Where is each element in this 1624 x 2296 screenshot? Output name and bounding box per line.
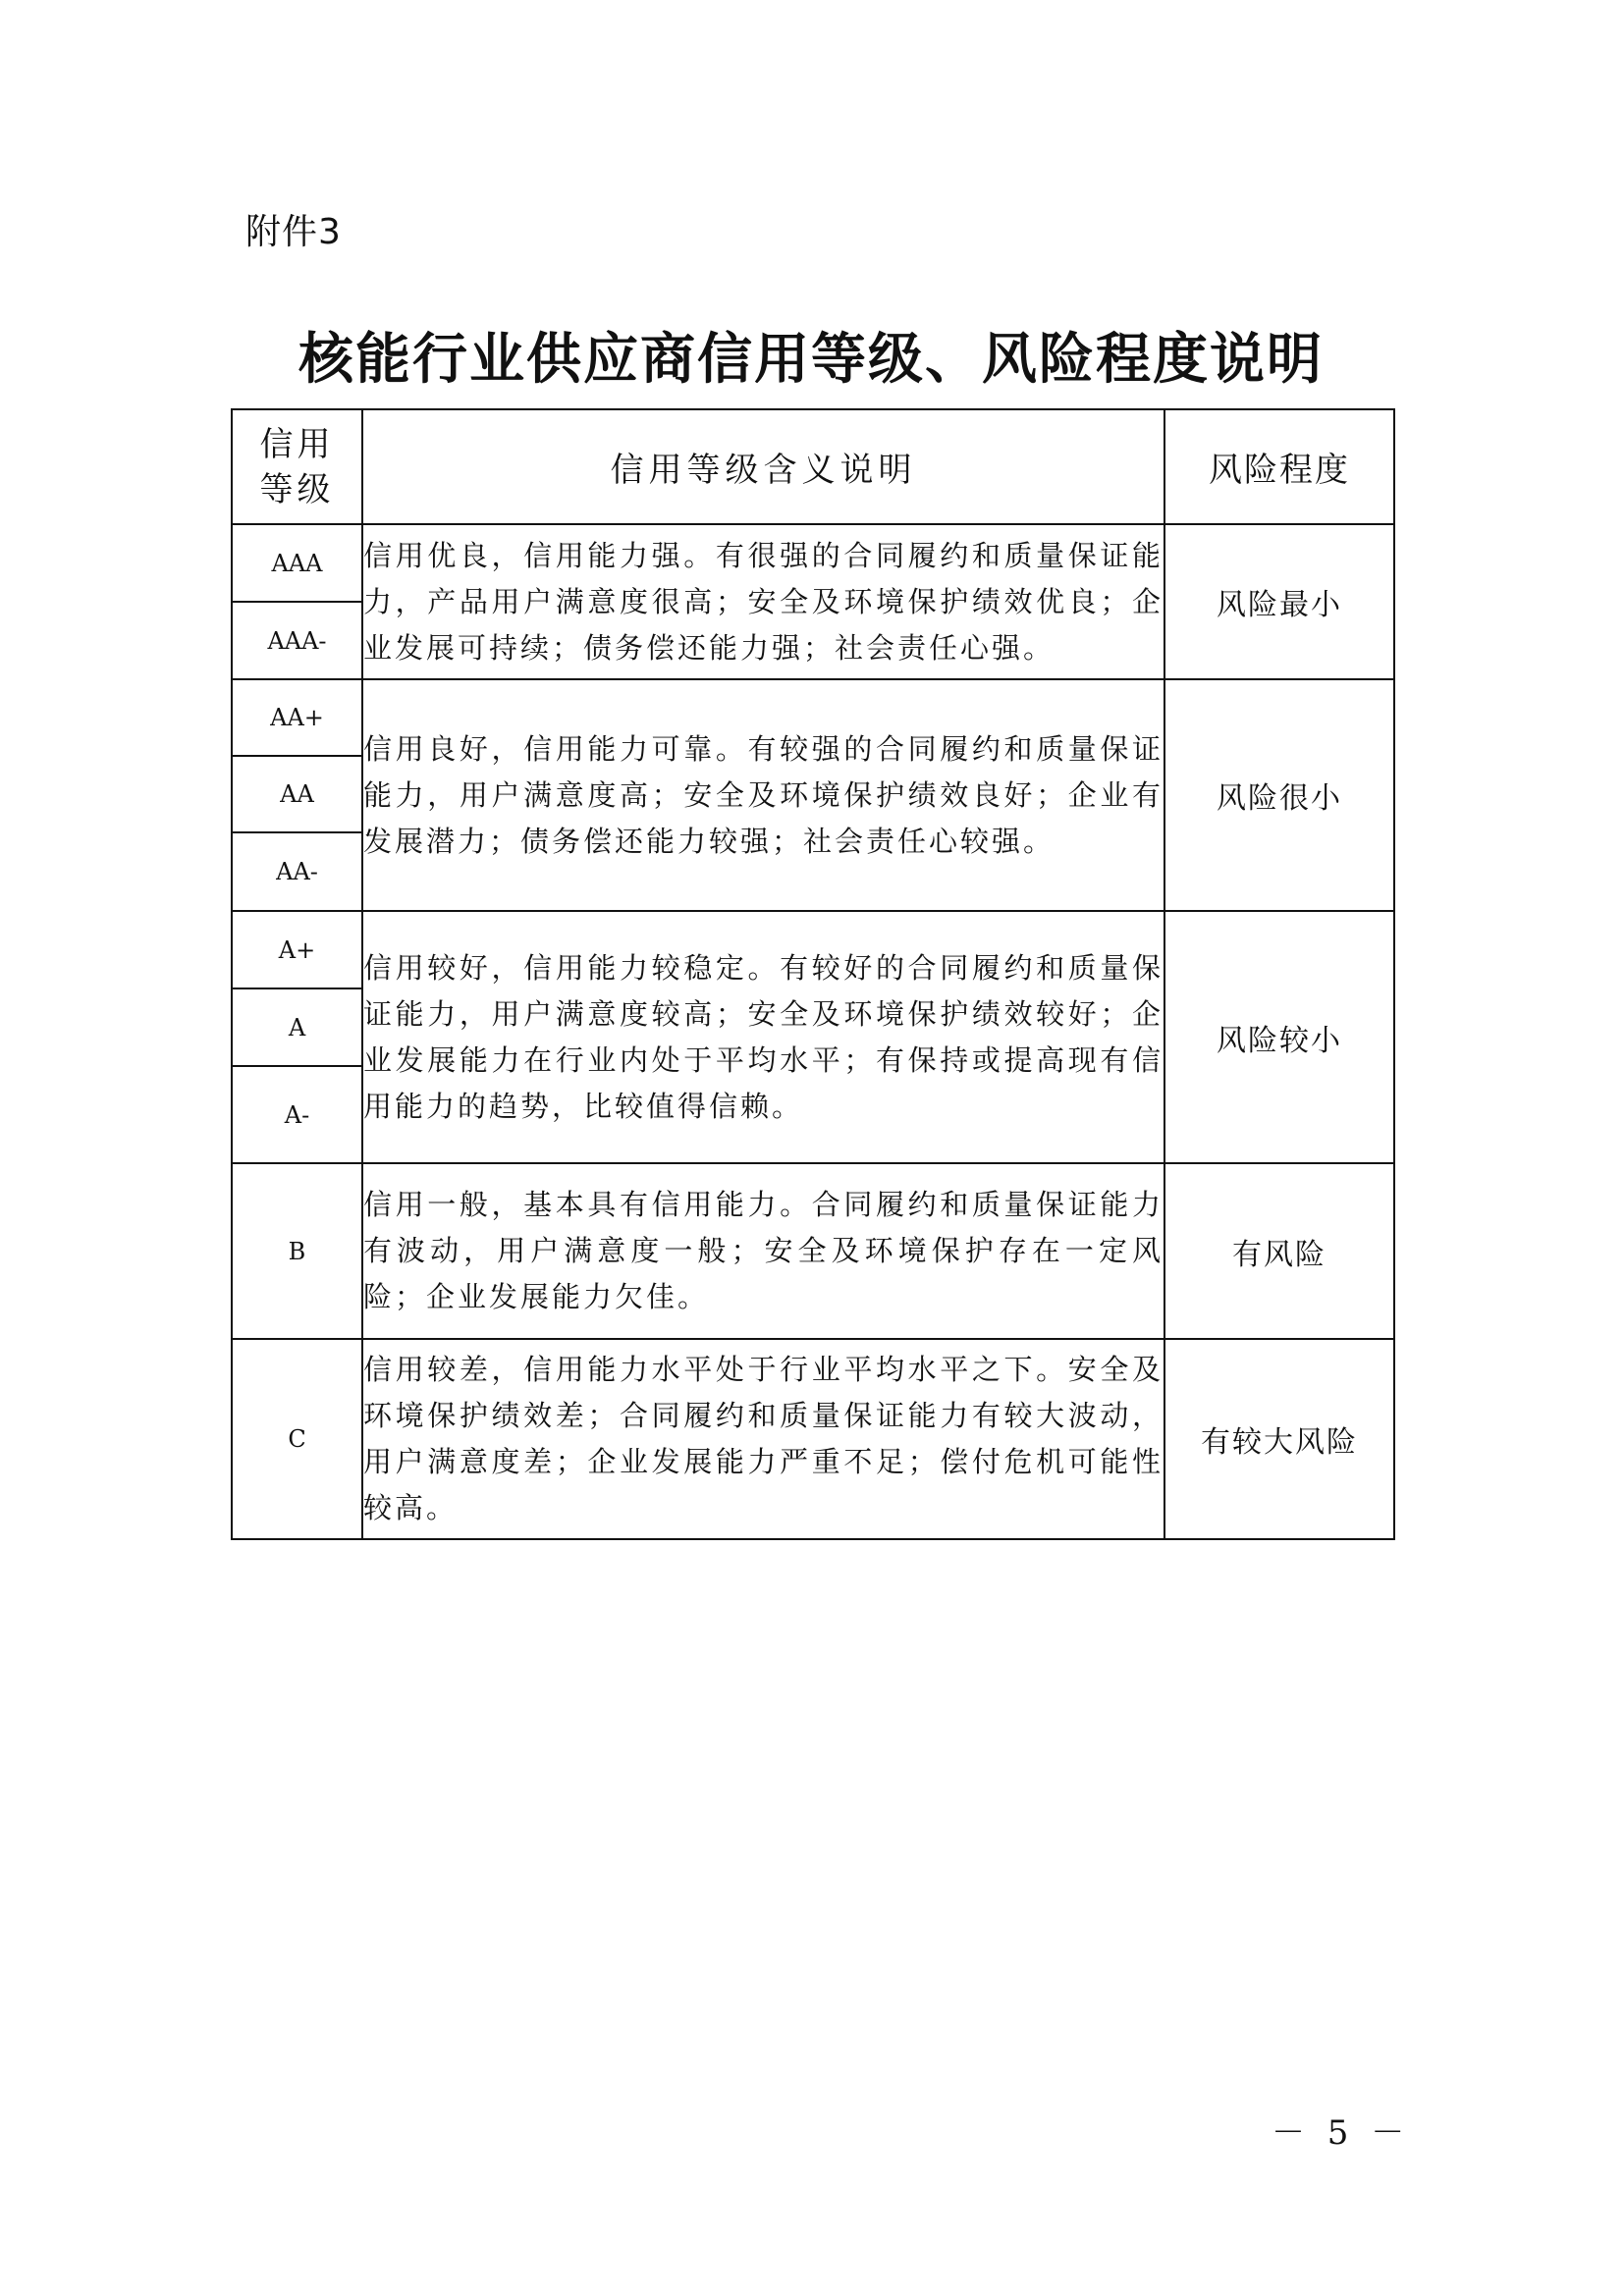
header-credit-grade [232,409,362,524]
page-number: － 5 － [1272,2113,1411,2153]
description-cell: 信用较差，信用能力水平处于行业平均水平之下。安全及环境保护绩效差；合同履约和质量保证能力有较大波动，用户满意度差；企业发展能力严重不足；偿付危机可能性较高。 [362,1339,1164,1539]
description-cell: 信用较好，信用能力较稳定。有较好的合同履约和质量保证能力，用户满意度较高；安全及环境保护绩效较好；企业发展能力在行业内处于平均水平；有保持或提高现有信用能力的趋势，比较值得信赖。 [362,911,1164,1163]
description-cell: 信用一般，基本具有信用能力。合同履约和质量保证能力有波动，用户满意度一般；安全及环境保护存在一定风险；企业发展能力欠佳。 [362,1163,1164,1339]
table-row [232,1163,1394,1339]
risk-cell: 风险较小 [1164,911,1394,1163]
document-title: 核能行业供应商信用等级、风险程度说明 [298,328,1324,392]
header-description: 信用等级含义说明 [362,409,1164,524]
risk-cell: 有较大风险 [1164,1339,1394,1539]
table-header-row [232,409,1394,524]
table-row [232,911,1394,988]
header-grade-line1: 信用 [259,424,335,464]
description-cell: 信用良好，信用能力可靠。有较强的合同履约和质量保证能力，用户满意度高；安全及环境保护绩效良好；企业有发展潜力；债务偿还能力较强；社会责任心较强。 [362,679,1164,911]
attachment-label: 附件3 [245,212,342,252]
risk-cell: 风险很小 [1164,679,1394,911]
credit-grade-table [231,408,1395,1540]
table-row [232,1339,1394,1539]
table-row [232,679,1394,756]
grade-cell: A- [232,1066,362,1163]
risk-cell: 风险最小 [1164,524,1394,679]
grade-cell: AA+ [232,679,362,756]
header-grade-line2: 等级 [259,469,335,509]
risk-cell: 有风险 [1164,1163,1394,1339]
grade-cell: B [232,1163,362,1339]
grade-cell: AAA [232,524,362,602]
grade-cell: AA- [232,832,362,911]
grade-cell: C [232,1339,362,1539]
table-row [232,524,1394,602]
grade-cell: AAA- [232,602,362,679]
grade-cell: A [232,988,362,1066]
grade-cell: AA [232,756,362,832]
grade-cell: A+ [232,911,362,988]
header-risk-level: 风险程度 [1164,409,1394,524]
description-cell: 信用优良，信用能力强。有很强的合同履约和质量保证能力，产品用户满意度很高；安全及环境保护绩效优良；企业发展可持续；债务偿还能力强；社会责任心强。 [362,524,1164,679]
